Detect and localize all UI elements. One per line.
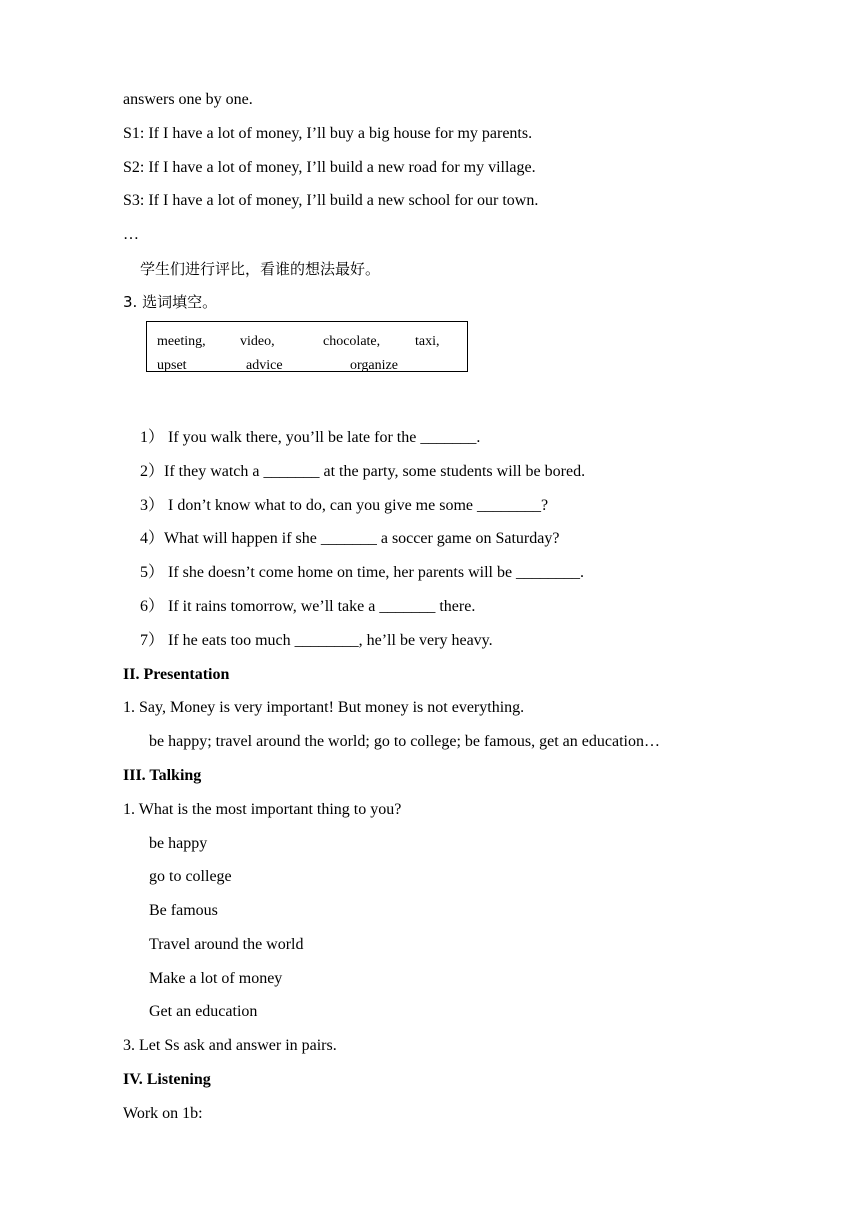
text-line: … bbox=[123, 226, 139, 243]
word: chocolate, bbox=[323, 334, 381, 349]
exercise-item: 2）If they watch a _______ at the party, some students will be bored. bbox=[140, 463, 586, 480]
word: taxi, bbox=[415, 334, 440, 349]
text-line: S3: If I have a lot of money, I’ll build a new school for our town. bbox=[123, 192, 539, 209]
section-heading: IV. Listening bbox=[123, 1071, 211, 1088]
task-heading: 3. 选词填空。 bbox=[123, 293, 218, 311]
section-heading: III. Talking bbox=[123, 767, 202, 784]
section-heading: II. Presentation bbox=[123, 666, 230, 683]
text-line: 1. What is the most important thing to you? bbox=[123, 801, 402, 818]
exercise-item: 6） If it rains tomorrow, we’ll take a _______ there. bbox=[140, 598, 476, 615]
text-line: be happy; travel around the world; go to college; be famous, get an education… bbox=[149, 733, 660, 750]
list-item: be happy bbox=[149, 835, 208, 852]
exercise-item: 5） If she doesn’t come home on time, her parents will be ________. bbox=[140, 564, 585, 581]
list-item: Travel around the world bbox=[149, 936, 304, 953]
text-line: 1. Say, Money is very important! But money is not everything. bbox=[123, 699, 525, 716]
word: meeting, bbox=[157, 334, 206, 349]
word: advice bbox=[246, 358, 283, 372]
text-line: answers one by one. bbox=[123, 91, 253, 108]
exercise-item: 7） If he eats too much ________, he’ll be very heavy. bbox=[140, 632, 493, 649]
word: organize bbox=[350, 358, 398, 372]
list-item: Get an education bbox=[149, 1003, 258, 1020]
list-item: go to college bbox=[149, 868, 232, 885]
word: video, bbox=[240, 334, 275, 349]
exercise-item: 3） I don’t know what to do, can you give me some ________? bbox=[140, 497, 549, 514]
text-line: 3. Let Ss ask and answer in pairs. bbox=[123, 1037, 337, 1054]
text-line: 学生们进行评比，看谁的想法最好。 bbox=[140, 260, 381, 278]
word-box bbox=[146, 321, 468, 372]
word: upset bbox=[157, 358, 187, 372]
exercise-item: 4）What will happen if she _______ a soccer game on Saturday? bbox=[140, 530, 560, 547]
list-item: Make a lot of money bbox=[149, 970, 283, 987]
exercise-item: 1） If you walk there, you’ll be late for the _______. bbox=[140, 429, 481, 446]
list-item: Be famous bbox=[149, 902, 218, 919]
text-line: Work on 1b: bbox=[123, 1105, 203, 1122]
text-line: S2: If I have a lot of money, I’ll build a new road for my village. bbox=[123, 159, 536, 176]
text-line: S1: If I have a lot of money, I’ll buy a big house for my parents. bbox=[123, 125, 533, 142]
